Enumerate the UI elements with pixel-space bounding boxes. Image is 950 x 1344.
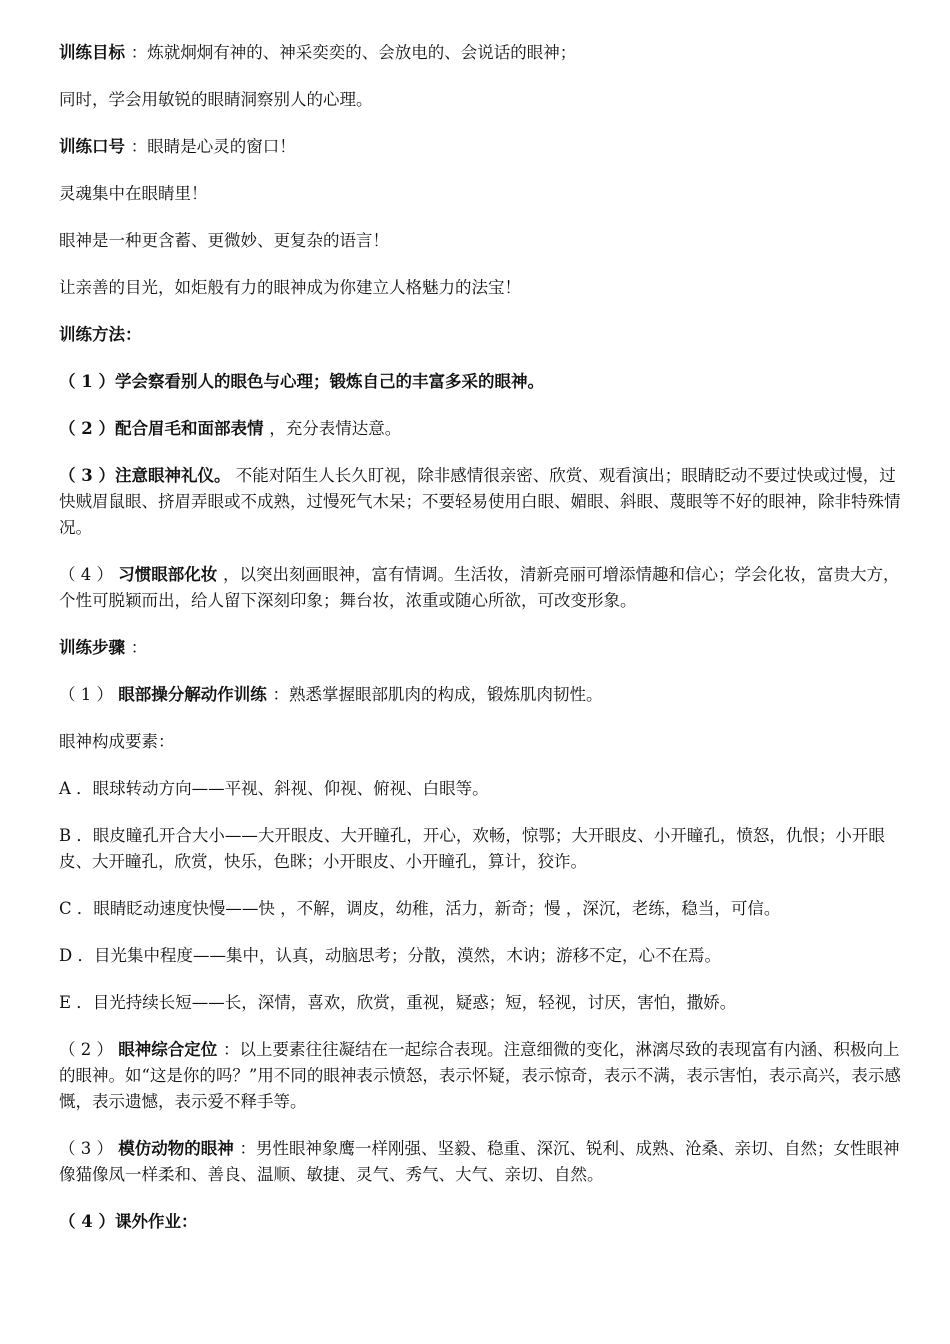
paragraph-label: 习惯眼部化妆	[118, 565, 223, 584]
step-2	[59, 1037, 905, 1115]
paragraph-text: 眼神是一种更含蓄、更微妙、更复杂的语言！	[59, 231, 389, 250]
paragraph-text: 灵魂集中在眼睛里！	[59, 184, 208, 203]
element-d	[59, 943, 905, 969]
step-4	[59, 1209, 905, 1235]
paragraph-prefix: （ 3 ）	[59, 1139, 119, 1158]
step-3	[59, 1136, 905, 1188]
paragraph-slogan-2	[59, 181, 905, 207]
method-4	[59, 562, 905, 614]
document-body	[59, 40, 905, 1256]
paragraph-prefix: （ 4 ）	[59, 565, 119, 584]
method-1	[59, 369, 905, 395]
paragraph-text: ：男性眼神象鹰一样刚强、坚毅、稳重、深沉、锐利、成熟、沧桑、亲切、自然；女性眼神像猫像凤一样柔和、善良、温顺、敏捷、灵气、秀气、大气、亲切、自然。	[59, 1139, 900, 1184]
heading-methods	[59, 322, 905, 348]
paragraph-text: ：以上要素往往凝结在一起综合表现。注意细微的变化，淋漓尽致的表现富有内涵、积极向上的眼神。如“这是你的吗？”用不同的眼神表示愤怒，表示怀疑，表示惊奇，表示不满，表示害怕，表示高兴，表示感慨，表示遗憾，表示爱不释手等。	[59, 1040, 901, 1111]
paragraph-prefix: （ 1 ）	[59, 685, 119, 704]
paragraph-text: A ．眼球转动方向——平视、斜视、仰视、俯视、白眼等。	[59, 779, 489, 798]
paragraph-text: ：眼睛是心灵的窗口！	[130, 137, 296, 156]
paragraph-slogan	[59, 134, 905, 160]
method-2	[59, 416, 905, 442]
paragraph-label: 眼神综合定位	[118, 1040, 223, 1059]
paragraph-slogan-3	[59, 228, 905, 254]
paragraph-label: （ 2 ）配合眉毛和面部表情	[59, 419, 270, 438]
paragraph-text: ：炼就炯炯有神的、神采奕奕的、会放电的、会说话的眼神；	[130, 43, 577, 62]
paragraph-label: 训练目标	[59, 43, 131, 62]
method-3	[59, 463, 905, 541]
paragraph-text: 不能对陌生人长久盯视，除非感情很亲密、欣赏、观看演出；眼睛眨动不要过快或过慢，过快贼眉鼠眼、挤眉弄眼或不成熟，过慢死气木呆；不要轻易使用白眼、媚眼、斜眼、蔑眼等不好的眼神，除非特殊情况。	[59, 466, 901, 537]
paragraph-slogan-4	[59, 275, 905, 301]
paragraph-text: 同时，学会用敏锐的眼睛洞察别人的心理。	[59, 90, 373, 109]
paragraph-text: ，充分表情达意。	[269, 419, 402, 438]
paragraph-goal	[59, 40, 905, 66]
paragraph-text: ：	[130, 638, 148, 657]
paragraph-prefix: （ 2 ）	[59, 1040, 119, 1059]
heading-steps	[59, 635, 905, 661]
elements-heading	[59, 729, 905, 755]
element-c	[59, 896, 905, 922]
step-1	[59, 682, 905, 708]
paragraph-text: D ．目光集中程度——集中，认真，动脑思考；分散，漠然，木讷；游移不定，心不在焉。	[59, 946, 721, 965]
element-e	[59, 990, 905, 1016]
paragraph-text: ：熟悉掌握眼部肌肉的构成，锻炼肌肉韧性。	[272, 685, 603, 704]
element-a	[59, 776, 905, 802]
section-heading: 训练方法：	[59, 325, 142, 344]
paragraph-text: ，以突出刻画眼神，富有情调。生活妆，清新亮丽可增添情趣和信心；学会化妆，富贵大方，个性可脱颖而出，给人留下深刻印象；舞台妆，浓重或随心所欲，可改变形象。	[59, 565, 900, 610]
paragraph-text: C ．眼睛眨动速度快慢——快 ，不解，调皮，幼稚，活力，新奇；慢 ，深沉，老练，稳当，可信。	[59, 899, 781, 918]
paragraph-label: 训练口号	[59, 137, 131, 156]
paragraph-label: 模仿动物的眼神	[118, 1139, 240, 1158]
paragraph-label: （ 3 ）注意眼神礼仪。	[59, 466, 231, 485]
paragraph-text: B ．眼皮瞳孔开合大小——大开眼皮、大开瞳孔，开心，欢畅，惊鄂；大开眼皮、小开瞳孔，愤怒，仇恨；小开眼皮、大开瞳孔，欣赏，快乐，色眯；小开眼皮、小开瞳孔，算计，狡诈。	[59, 826, 885, 871]
paragraph-label: （ 4 ）课外作业：	[59, 1212, 198, 1231]
section-heading: 训练步骤	[59, 638, 131, 657]
paragraph-label: 眼部操分解动作训练	[118, 685, 273, 704]
paragraph-label: （ 1 ）学会察看别人的眼色与心理；锻炼自己的丰富多采的眼神。	[59, 372, 544, 391]
paragraph-goal-2	[59, 87, 905, 113]
paragraph-text: 眼神构成要素：	[59, 732, 175, 751]
paragraph-text: E ．目光持续长短——长，深情，喜欢，欣赏，重视，疑惑；短，轻视，讨厌，害怕，撒娇。	[59, 993, 737, 1012]
element-b	[59, 823, 905, 875]
paragraph-text: 让亲善的目光，如炬般有力的眼神成为你建立人格魅力的法宝！	[59, 278, 521, 297]
